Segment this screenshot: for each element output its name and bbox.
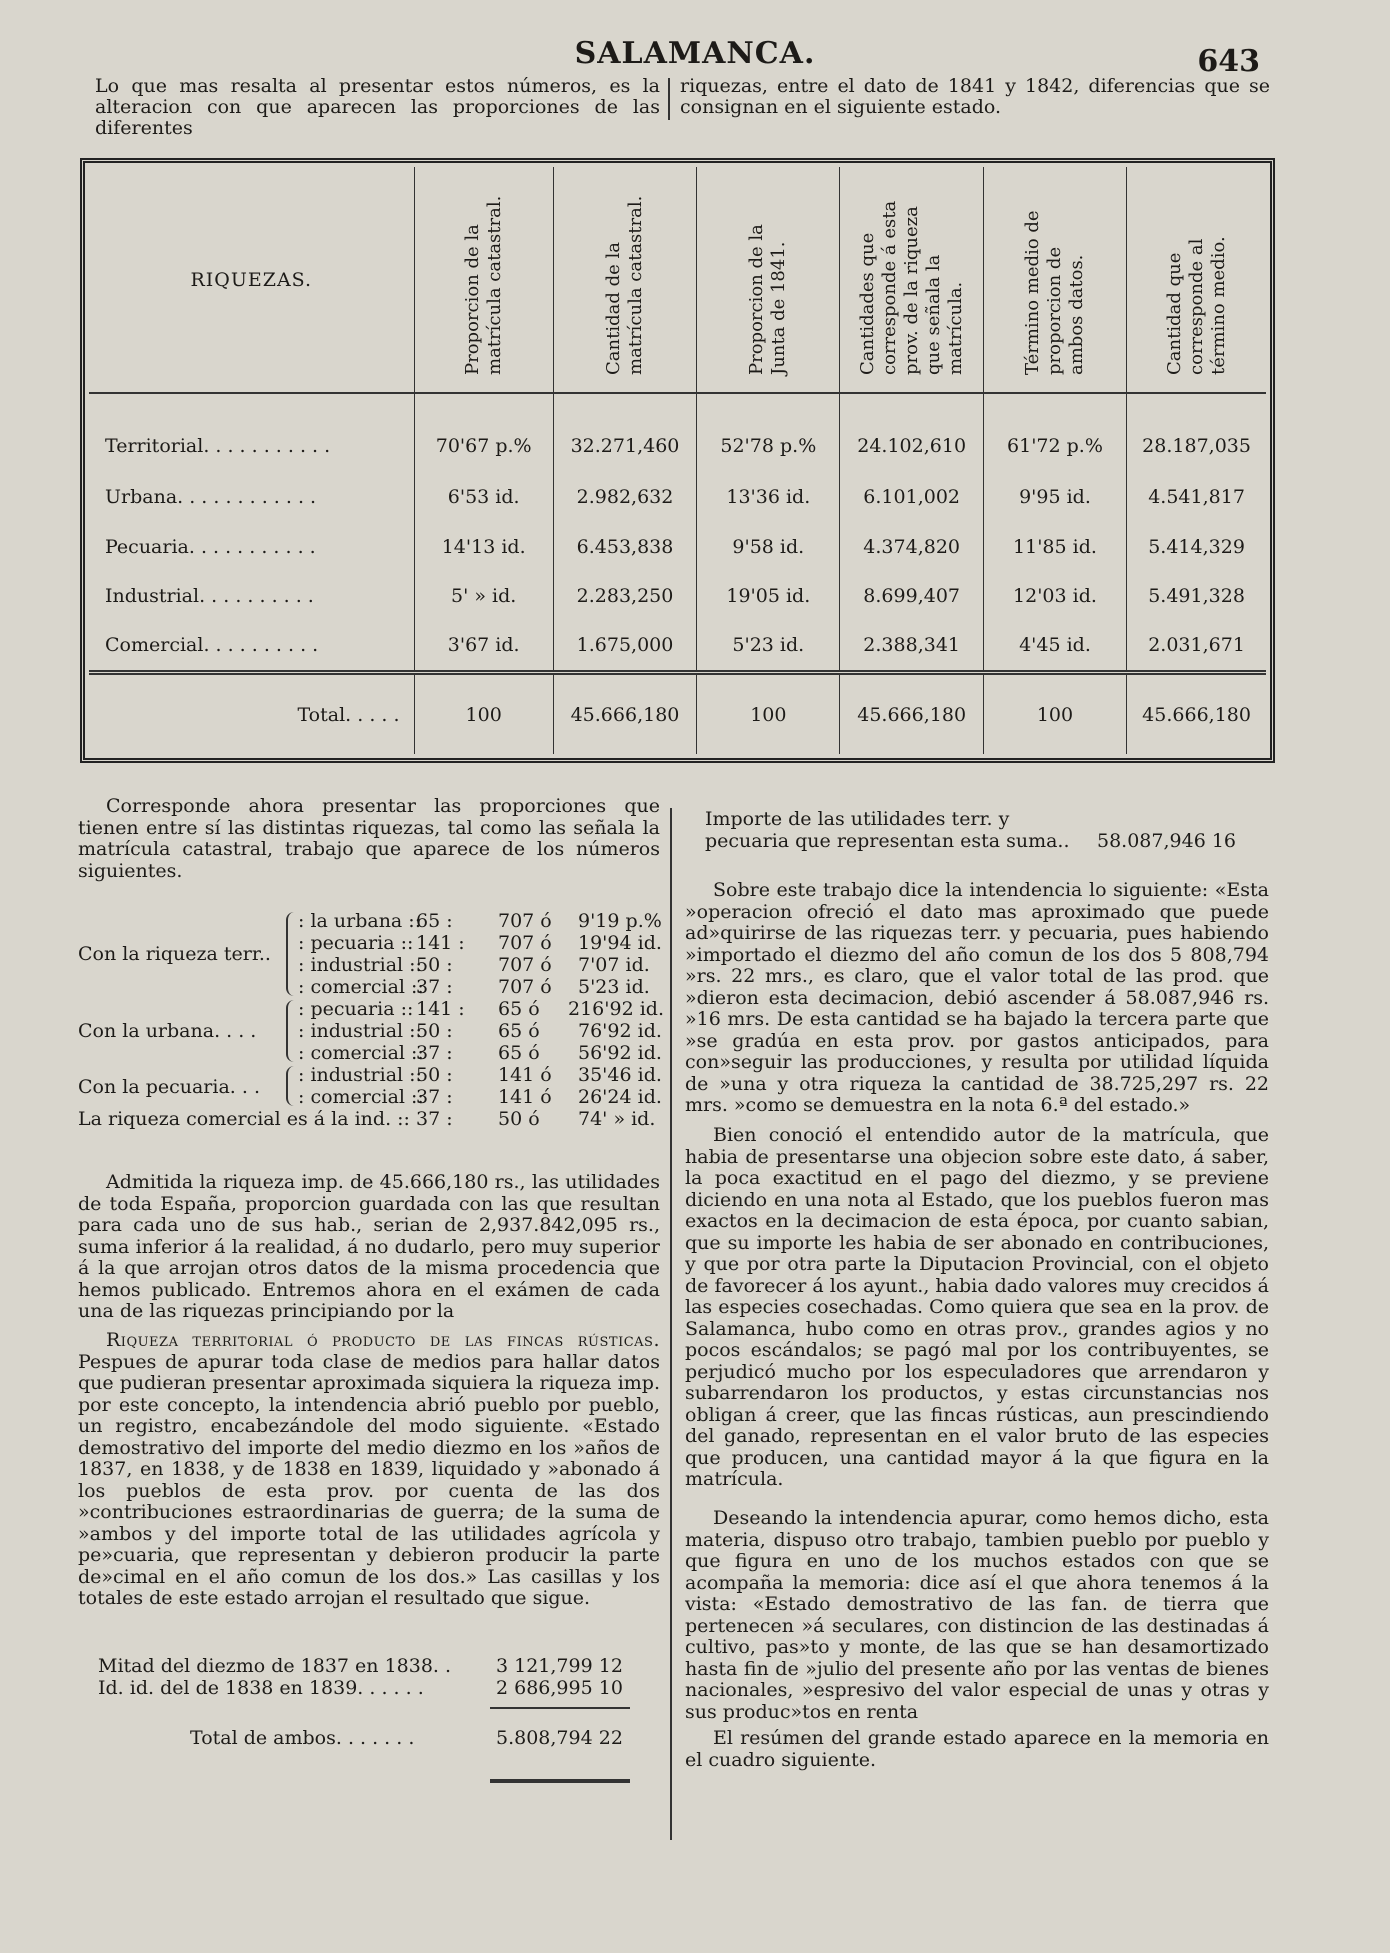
table-cell: 5'23 id.	[697, 621, 840, 673]
table-total-row	[89, 673, 1266, 754]
right-paragraph-1: Sobre este trabajo dice la intendencia lo siguiente: «Esta »operacion ofreció el dato mas aproximado que puede ad»quirirse de las riquezas terr. y pecuaria, pues habiendo »importado el diezmo del año comun de los dos 5 808,794 »rs. 22 mrs., es claro, que el valor total de las prod. que »dieron esta decimacion, debió ascender á 58.087,946 rs. »16 mrs. De esta cantidad se ha bajado la tercera parte que »se gradúa en esta prov. por gastos anticipados, para con»seguir las producciones, y resulta por utilidad líquida de »una y otra riqueza la cantidad de 38.725,297 rs. 22 mrs. »como se demuestra en la nota 6.ª del estado.»	[685, 879, 1269, 1116]
intro-left-text: Lo que mas resalta al presentar estos números, es la alteracion con que aparecen las proporciones de las diferentes	[95, 75, 660, 139]
intro-right-text: riquezas, entre el dato de 1841 y 1842, diferencias que se consignan en el siguiente estado.	[680, 75, 1270, 118]
table-cell: 12'03 id.	[983, 571, 1126, 620]
table-row	[89, 522, 1266, 571]
proportion-group-territorial	[78, 910, 668, 998]
table-cell: 6.101,002	[840, 473, 983, 522]
table-cell: 3'67 id.	[414, 621, 553, 673]
row-label: Industrial. . . . . . . . . .	[105, 584, 314, 607]
brace	[286, 1000, 294, 1062]
proportion-row: : la urbana :: 65 : 707 ó 9'19 p.%	[298, 910, 662, 932]
section-body: Pespues de apurar toda clase de medios para hallar datos que pudieran presentar aproximada siquiera la riqueza imp. por este concepto, la intendencia abrió pueblo por pueblo, un registro, encabezándole del modo siguiente. «Estado demostrativo del importe del medio diezmo en los »años de 1837, en 1838, y de 1838 en 1839, liquidado y »abonado á los pueblos de esta prov. por cuenta de las dos »contribuciones estraordinarias de guerra; de la suma de »ambos y del importe total de las utilidades agrícola y pe»cuaria, que representan y debieron producir la parte de»cimal en el año comun de los dos.» Las casillas y los totales de este estado arrojan el resultado que sigue.	[78, 1350, 660, 1609]
right-paragraph-2: Bien conoció el entendido autor de la matrícula, que habia de presentarse una objecion sobre este dato, á saber, la poca exactitud en el pago del diezmo, y se previene diciendo en una nota al Estado, que los pueblos fueron mas exactos en la decimacion de esta época, por cuanto sabian, que su importe les habia de ser abonado en contribuciones, y que por otra parte la Diputacion Provincial, con el objeto de favorecer á los ayunt., habia dado valores muy crecidos á las especies cosechadas. Como quiera que sea en la prov. de Salamanca, hubo como en otras prov., grandes agios y no pocos escándalos; se pagó mal por los contribuyentes, se perjudicó mucho por los especuladores que arrendaron y subarrendaron los productos, y estas circunstancias nos obligan á creer, que las fincas rústicas, aun prescindiendo del ganado, representan en el valor bruto de las especies que producen, una cantidad mayor á la que figura en la matrícula.	[685, 1124, 1269, 1490]
proportion-row: : industrial :: 50 : 65 ó 76'92 id.	[298, 1020, 662, 1042]
column-divider	[670, 808, 672, 1840]
page-title: SALAMANCA.	[574, 36, 816, 71]
header-col-4: Cantidades que corresponde á esta prov. de la riqueza que señala la matrícula.	[840, 167, 983, 393]
brace	[286, 1066, 294, 1106]
table-cell: 45.666,180	[840, 673, 983, 754]
proportion-row: : industrial :: 50 : 141 ó 35'46 id.	[298, 1064, 662, 1086]
header-col-3: Proporcion de la Junta de 1841.	[697, 167, 840, 393]
table-cell: 4.374,820	[840, 522, 983, 571]
table-cell: 45.666,180	[1127, 673, 1266, 754]
right-paragraph-3: Deseando la intendencia apurar, como hemos dicho, esta materia, dispuso otro trabajo, tambien pueblo por pueblo y que figura en uno de los muchos estados con que se acompaña la memoria: dice así el que ahora tenemos á la vista: «Estado demostrativo de las fan. de tierra que pertenecen »á seculares, con distincion de las destinadas á cultivo, pas»to y monte, de las que se han desamortizado hasta fin de »julio del presente año por las ventas de bienes nacionales, »espresivo del valor especial de unas y otras y sus produc»tos en renta	[685, 1507, 1269, 1723]
table-cell: 19'05 id.	[697, 571, 840, 620]
proportion-row: : comercial :: 37 : 65 ó 56'92 id.	[298, 1042, 662, 1064]
table-cell: 6'53 id.	[414, 473, 553, 522]
proportion-group-urbana	[78, 998, 668, 1064]
proportions-block	[78, 910, 668, 1132]
table-cell: 2.388,341	[840, 621, 983, 673]
proportion-row-comercial	[78, 1108, 668, 1132]
table-cell: 61'72 p.%	[983, 393, 1126, 473]
sum-row: Id. id. del de 1838 en 1839. . . . . . 2 686,995 10	[98, 1677, 623, 1699]
left-paragraph-2: Admitida la riqueza imp. de 45.666,180 rs., las utilidades de toda España, proporcion guardada con las que resultan para cada uno de sus hab., serian de 2,937.842,095 rs., suma inferior á la realidad, á no dudarlo, pero muy superior á la que arrojan otros datos de la misma procedencia que hemos publicado. Entremos ahora en el exámen de cada una de las riquezas principiando por la	[78, 1171, 660, 1322]
table-cell: 2.031,671	[1127, 621, 1266, 673]
brace	[286, 912, 294, 996]
riquezas-grid	[89, 167, 1266, 754]
table-cell: 6.453,838	[553, 522, 696, 571]
row-value: 74' » id.	[578, 1108, 656, 1130]
total-label: Total. . . . .	[89, 673, 414, 754]
table-cell: 70'67 p.%	[414, 393, 553, 473]
table-row	[89, 571, 1266, 620]
table-cell: 9'95 id.	[983, 473, 1126, 522]
right-paragraph-4: El resúmen del grande estado aparece en la memoria en el cuadro siguiente.	[685, 1727, 1269, 1771]
table-cell: 5.414,329	[1127, 522, 1266, 571]
table-cell: 52'78 p.%	[697, 393, 840, 473]
header-col-5: Término medio de proporcion de ambos datos.	[983, 167, 1126, 393]
proportion-row: : industrial :: 50 : 707 ó 7'07 id.	[298, 954, 650, 976]
table-cell: 4.541,817	[1127, 473, 1266, 522]
table-cell: 4'45 id.	[983, 621, 1126, 673]
row-label: La riqueza comercial es á la ind. ::	[78, 1108, 410, 1130]
table-cell: 9'58 id.	[697, 522, 840, 571]
header-col-1: Proporcion de la matrícula catastral.	[414, 167, 553, 393]
sum-rule	[490, 1707, 630, 1709]
header-col-2: Cantidad de la matrícula catastral.	[553, 167, 696, 393]
table-cell: 32.271,460	[553, 393, 696, 473]
intro-divider	[668, 78, 670, 120]
table-cell: 100	[697, 673, 840, 754]
proportion-group-pecuaria	[78, 1064, 668, 1108]
row-value: 50 ó	[498, 1108, 540, 1130]
proportion-row: : comercial :: 37 : 707 ó 5'23 id.	[298, 976, 650, 998]
table-cell: 100	[414, 673, 553, 754]
table-cell: 2.283,250	[553, 571, 696, 620]
importe-label: Importe de las utilidades terr. y pecuaria que representan esta suma..	[705, 808, 1070, 852]
left-paragraph-3	[78, 1330, 660, 1610]
table-cell: 24.102,610	[840, 393, 983, 473]
page-number: 643	[1197, 44, 1260, 79]
row-label: Territorial. . . . . . . . . . .	[105, 435, 331, 458]
table-row	[89, 621, 1266, 673]
table-cell: 5.491,328	[1127, 571, 1266, 620]
table-cell: 45.666,180	[553, 673, 696, 754]
left-paragraph-1: Corresponde ahora presentar las proporciones que tienen entre sí las distintas riquezas, tal como las señala la matrícula catastral, trabajo que aparece de los números siguientes.	[78, 795, 660, 882]
table-cell: 8.699,407	[840, 571, 983, 620]
table-cell: 5' » id.	[414, 571, 553, 620]
importe-value: 58.087,946 16	[1097, 830, 1237, 852]
row-label: Urbana. . . . . . . . . . . .	[105, 486, 317, 509]
sum-total-rule	[490, 1779, 630, 1783]
table-row	[89, 473, 1266, 522]
row-value: 37 :	[416, 1108, 453, 1130]
diezmo-sums	[98, 1655, 628, 1749]
table-cell: 28.187,035	[1127, 393, 1266, 473]
row-label: Comercial. . . . . . . . . .	[105, 634, 319, 657]
importe-block	[705, 808, 1265, 852]
proportion-row: : pecuaria :: 141 : 65 ó 216'92 id.	[298, 998, 664, 1020]
table-cell: 14'13 id.	[414, 522, 553, 571]
table-row	[89, 393, 1266, 473]
table-header-row	[89, 167, 1266, 393]
table-cell: 2.982,632	[553, 473, 696, 522]
table-cell: 1.675,000	[553, 621, 696, 673]
sum-row: Mitad del diezmo de 1837 en 1838. . 3 121,799 12	[98, 1655, 623, 1677]
group-label: Con la riqueza terr..	[78, 943, 271, 965]
proportion-row: : comercial :: 37 : 141 ó 26'24 id.	[298, 1086, 662, 1108]
table-cell: 100	[983, 673, 1126, 754]
group-label: Con la urbana. . . .	[78, 1020, 257, 1042]
proportion-row: : pecuaria :: 141 : 707 ó 19'94 id.	[298, 932, 662, 954]
row-label: Pecuaria. . . . . . . . . . .	[105, 535, 316, 558]
header-riquezas: RIQUEZAS.	[89, 167, 414, 393]
sum-total-row: Total de ambos. . . . . . . 5.808,794 22	[190, 1727, 623, 1749]
table-cell: 11'85 id.	[983, 522, 1126, 571]
group-label: Con la pecuaria. . .	[78, 1076, 260, 1098]
page-header	[0, 36, 1390, 79]
riquezas-table	[80, 158, 1275, 763]
header-col-6: Cantidad que corresponde al término medio.	[1127, 167, 1266, 393]
table-cell: 13'36 id.	[697, 473, 840, 522]
section-heading: Riqueza territorial ó producto de las fincas rústicas.	[106, 1329, 660, 1351]
